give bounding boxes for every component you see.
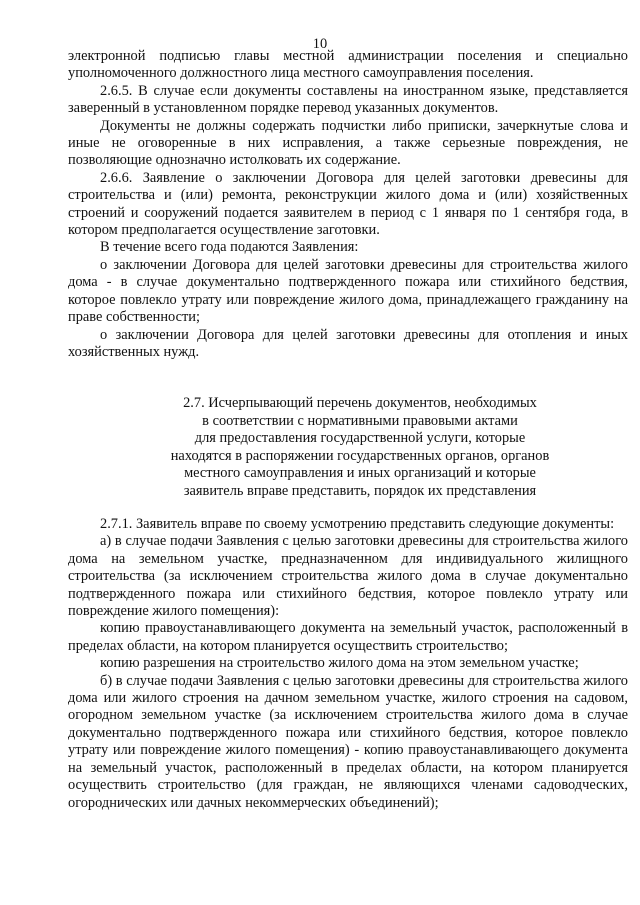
paragraph: о заключении Договора для целей заготовки древесины для отопления и иных хозяйственных нужд. [68,326,628,360]
body-text-upper [68,48,628,361]
heading-line: 2.7. Исчерпывающий перечень документов, необходимых [183,395,537,411]
paragraph: о заключении Договора для целей заготовки древесины для строительства жилого дома - в случае документально подтвержденного пожара или стихийного бедствия, которое повлекло утрату или повреждение жилого дома, принадлежащего гражданину на праве собственности; [68,256,628,326]
page-number: 10 [312,36,328,52]
paragraph: 2.7.1. Заявитель вправе по своему усмотрению представить следующие документы: [100,516,615,532]
section-heading [160,395,560,501]
paragraph: 2.6.5. В случае если документы составлены на иностранном языке, представляется заверенный в установленном порядке перевод указанных документов. [68,82,628,117]
paragraph: а) в случае подачи Заявления с целью заготовки древесины для строительства жилого дома на земельном участке, предназначенном для индивидуального жилищного строительства (за исключением строительства жилого дома в случае документально подтвержденного пожара или стихийного бедствия, которое повлекло утрату или повреждение жилого помещения): [68,533,628,620]
paragraph: Документы не должны содержать подчистки либо приписки, зачеркнутые слова и иные не оговоренные в них исправления, а также серьезные повреждения, не позволяющие однозначно истолковать их содержание. [68,117,628,169]
paragraph: электронной подписью главы местной администрации поселения и специально уполномоченного должностного лица местного самоуправления поселения. [68,48,628,82]
paragraph: копию разрешения на строительство жилого дома на этом земельном участке; [100,655,579,672]
heading-line: заявитель вправе представить, порядок их представления [183,482,537,499]
paragraph: 2.6.6. Заявление о заключении Договора для целей заготовки древесины для строительства и (или) ремонта, реконструкции жилого дома и (или) хозяйственных строений и сооружений подается заявителем в период с 1 января по 1 сентября года, в котором предполагается осуществление заготовки. [68,169,628,239]
heading-line: в соответствии с нормативными правовыми актами [202,412,518,429]
heading-line: для предоставления государственной услуги, которые [194,430,526,447]
heading-line: находятся в распоряжении государственных органов, органов [170,447,550,464]
heading-line: местного самоуправления и иных организаций и которые [184,465,536,482]
paragraph: копию правоустанавливающего документа на земельный участок, расположенный в пределах области, на котором планируется осуществить строительство; [68,620,628,654]
paragraph: В течение всего года подаются Заявления: [100,239,359,256]
paragraph: б) в случае подачи Заявления с целью заготовки древесины для строительства жилого дома или жилого строения на дачном земельном участке, жилого строения на садовом, огородном земельном участке (за исключением строительства жилого дома в случае документально подтвержденного пожара или стихийного бедствия, которое повлекло утрату или повреждение жилого помещения) - копию правоустанавливающего документа на земельный участок, расположенный в пределах области, на котором планируется осуществить строительство (для граждан, не являющихся членами садоводческих, огороднических или дачных некоммерческих объединений); [68,672,628,811]
body-text-lower [68,516,628,812]
